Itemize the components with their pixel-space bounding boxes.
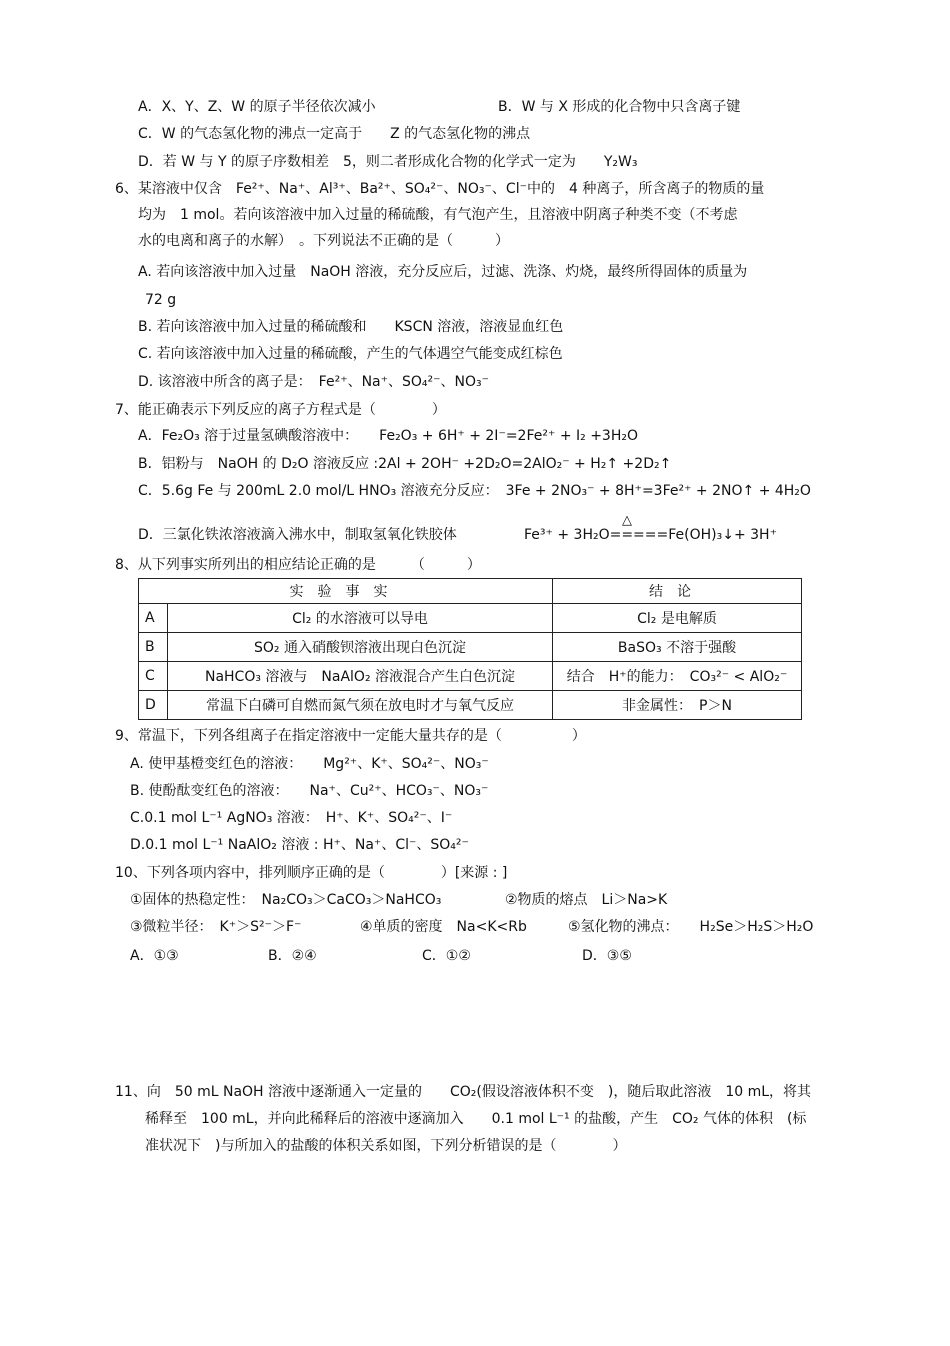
row-key: C	[139, 662, 168, 691]
q9-stem: 9、常温下，下列各组离子在指定溶液中一定能大量共存的是（ ）	[115, 728, 586, 744]
q6-option-c: C. 若向该溶液中加入过量的稀硫酸，产生的气体遇空气能变成红棕色	[138, 346, 563, 362]
q6-option-b: B. 若向该溶液中加入过量的稀硫酸和 KSCN 溶液，溶液显血红色	[138, 319, 564, 335]
heat-triangle-icon: △	[622, 513, 632, 528]
row-fact: SO₂ 通入硝酸钡溶液出现白色沉淀	[168, 633, 553, 662]
q6-stem-line2: 均为 1 mol。若向该溶液中加入过量的稀硫酸，有气泡产生，且溶液中阴离子种类不变（不考虑	[138, 207, 738, 223]
q7-option-c: C．5.6g Fe 与 200mL 2.0 mol/L HNO₃ 溶液充分反应： 3Fe + 2NO₃⁻ + 8H⁺=3Fe²⁺ + 2NO↑ + 4H₂O	[138, 483, 811, 499]
row-fact: 常温下白磷可自燃而氮气须在放电时才与氧气反应	[168, 691, 553, 720]
q10-item-2: ②物质的熔点 Li＞Na>K	[505, 892, 668, 908]
q5-option-d: D．若 W 与 Y 的原子序数相差 5，则二者形成化合物的化学式一定为 Y₂W₃	[138, 154, 638, 170]
q8-table-header	[139, 579, 802, 604]
q6-stem-line3: 水的电离和离子的水解） 。下列说法不正确的是（ ）	[138, 233, 509, 249]
q6-option-a: A. 若向该溶液中加入过量 NaOH 溶液，充分反应后，过滤、洗涤、灼烧，最终所得固体的质量为	[138, 264, 748, 280]
q11-stem-line3: 准状况下 )与所加入的盐酸的体积关系如图，下列分析错误的是（ ）	[145, 1138, 627, 1154]
row-conclusion: 结合 H⁺的能力： CO₃²⁻ < AlO₂⁻	[553, 662, 802, 691]
row-key: B	[139, 633, 168, 662]
q5-option-b: B．W 与 X 形成的化合物中只含离子键	[498, 99, 741, 115]
table-row	[139, 662, 802, 691]
q11-stem-line1: 11、向 50 mL NaOH 溶液中逐渐通入一定量的 CO₂(假设溶液体积不变 )，随后取此溶液 10 mL，将其	[115, 1084, 812, 1100]
q10-item-5: ⑤氢化物的沸点： H₂Se＞H₂S＞H₂O	[568, 919, 814, 935]
header-fact: 实验事实	[139, 579, 553, 604]
q9-option-d: D.0.1 mol L⁻¹ NaAlO₂ 溶液 : H⁺、Na⁺、Cl⁻、SO₄²⁻	[130, 837, 469, 853]
q11-stem-line2: 稀释至 100 mL，并向此稀释后的溶液中逐滴加入 0.1 mol L⁻¹ 的盐酸，产生 CO₂ 气体的体积 (标	[145, 1111, 807, 1127]
row-conclusion: 非金属性： P＞N	[553, 691, 802, 720]
row-conclusion: BaSO₃ 不溶于强酸	[553, 633, 802, 662]
row-key: D	[139, 691, 168, 720]
row-fact: NaHCO₃ 溶液与 NaAlO₂ 溶液混合产生白色沉淀	[168, 662, 553, 691]
q10-item-4: ④单质的密度 Na<K<Rb	[360, 919, 527, 935]
q8-facts-table	[138, 578, 802, 720]
q7-stem: 7、能正确表示下列反应的离子方程式是（ ）	[115, 402, 446, 418]
q9-option-b: B. 使酚酞变红色的溶液： Na⁺、Cu²⁺、HCO₃⁻、NO₃⁻	[130, 783, 489, 799]
q7-option-d-equation: Fe³⁺ + 3H₂O=====Fe(OH)₃↓+ 3H⁺	[524, 527, 777, 543]
table-row	[139, 604, 802, 633]
row-key: A	[139, 604, 168, 633]
header-conclusion: 结论	[553, 579, 802, 604]
row-conclusion: Cl₂ 是电解质	[553, 604, 802, 633]
q7-option-a: A．Fe₂O₃ 溶于过量氢碘酸溶液中： Fe₂O₃ + 6H⁺ + 2I⁻=2Fe²⁺ + I₂ +3H₂O	[138, 428, 638, 444]
q10-item-1: ①固体的热稳定性： Na₂CO₃＞CaCO₃＞NaHCO₃	[130, 892, 442, 908]
q8-stem: 8、从下列事实所列出的相应结论正确的是 （ ）	[115, 557, 481, 573]
q5-option-c: C．W 的气态氢化物的沸点一定高于 Z 的气态氢化物的沸点	[138, 126, 531, 142]
table-row	[139, 691, 802, 720]
q10-item-3: ③微粒半径： K⁺＞S²⁻＞F⁻	[130, 919, 302, 935]
q7-option-b: B．铝粉与 NaOH 的 D₂O 溶液反应 :2Al + 2OH⁻ +2D₂O=2AlO₂⁻ + H₂↑ +2D₂↑	[138, 456, 672, 472]
q7-option-d: D．三氯化铁浓溶液滴入沸水中，制取氢氧化铁胶体	[138, 527, 457, 543]
q10-option-b: B．②④	[268, 948, 317, 964]
q6-option-a-continued: 72 g	[145, 292, 177, 308]
row-fact: Cl₂ 的水溶液可以导电	[168, 604, 553, 633]
q9-option-c: C.0.1 mol L⁻¹ AgNO₃ 溶液： H⁺、K⁺、SO₄²⁻、I⁻	[130, 810, 453, 826]
q10-stem: 10、下列各项内容中，排列顺序正确的是（ ）[来源 : ]	[115, 865, 508, 881]
q6-stem-line1: 6、某溶液中仅含 Fe²⁺、Na⁺、Al³⁺、Ba²⁺、SO₄²⁻、NO₃⁻、Cl⁻中的 4 种离子，所含离子的物质的量	[115, 181, 765, 197]
q10-option-d: D．③⑤	[582, 948, 632, 964]
q5-option-a: A．X、Y、Z、W 的原子半径依次减小	[138, 99, 376, 115]
table-row	[139, 633, 802, 662]
q9-option-a: A. 使甲基橙变红色的溶液： Mg²⁺、K⁺、SO₄²⁻、NO₃⁻	[130, 756, 489, 772]
q6-option-d: D. 该溶液中所含的离子是： Fe²⁺、Na⁺、SO₄²⁻、NO₃⁻	[138, 374, 490, 390]
q10-option-a: A．①③	[130, 948, 179, 964]
q10-option-c: C．①②	[422, 948, 471, 964]
